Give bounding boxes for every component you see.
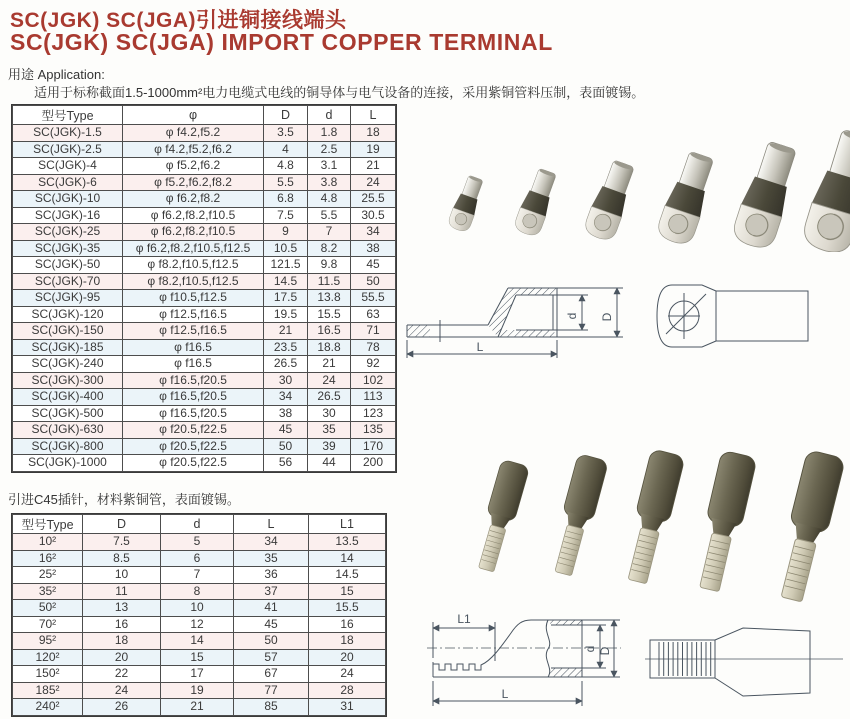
cell: 50	[264, 438, 308, 455]
cell: 24	[351, 174, 396, 191]
cell: φ f16.5	[123, 339, 264, 356]
cell: 26.5	[308, 389, 351, 406]
cell: 2.5	[308, 141, 351, 158]
page-title-en: SC(JGK) SC(JGA) IMPORT COPPER TERMINAL	[10, 29, 553, 55]
cell: SC(JGK)-10	[13, 191, 123, 208]
cell: 6.8	[264, 191, 308, 208]
pin-photo	[691, 450, 757, 593]
ring-lug-photos	[425, 112, 850, 252]
cell: 21	[161, 699, 234, 716]
cell: 19.5	[264, 306, 308, 323]
cell: 25.5	[351, 191, 396, 208]
table-row	[13, 224, 396, 241]
table-row	[13, 158, 396, 175]
cell: φ f5.2,f6.2,f8.2	[123, 174, 264, 191]
cell: SC(JGK)-120	[13, 306, 123, 323]
cell: 70²	[13, 616, 83, 633]
cell: 50	[234, 633, 309, 650]
cell: 34	[351, 224, 396, 241]
pin-terminal-photos	[440, 443, 850, 606]
cell: 45	[234, 616, 309, 633]
cell: 78	[351, 339, 396, 356]
cell: 8	[161, 583, 234, 600]
cell: 10²	[13, 534, 83, 551]
cell: SC(JGK)-25	[13, 224, 123, 241]
cell: 39	[308, 438, 351, 455]
table-row	[13, 372, 396, 389]
table-row	[13, 306, 396, 323]
table-row	[13, 422, 396, 439]
pin-photo	[472, 459, 530, 574]
cell: 38	[351, 240, 396, 257]
cell: 5.5	[264, 174, 308, 191]
cell: 15	[161, 649, 234, 666]
cell: φ f20.5,f22.5	[123, 438, 264, 455]
cell: SC(JGK)-4	[13, 158, 123, 175]
cell: φ f16.5	[123, 356, 264, 373]
cell: 6	[161, 550, 234, 567]
dim-label-L: L	[501, 687, 509, 701]
cell: SC(JGK)-70	[13, 273, 123, 290]
cell: 123	[351, 405, 396, 422]
cell: 50²	[13, 600, 83, 617]
table-row	[13, 323, 396, 340]
cell: 20	[83, 649, 161, 666]
cell: 7.5	[264, 207, 308, 224]
cell: φ f4.2,f5.2,f6.2	[123, 141, 264, 158]
table-row	[13, 174, 396, 191]
table-row	[13, 405, 396, 422]
table-row	[13, 633, 386, 650]
dim-label-D: D	[600, 312, 614, 322]
cell: 113	[351, 389, 396, 406]
cell: 13.5	[309, 534, 386, 551]
column-header: D	[264, 106, 308, 125]
cell: 44	[308, 455, 351, 472]
cell: φ f4.2,f5.2	[123, 125, 264, 142]
cell: φ f10.5,f12.5	[123, 290, 264, 307]
lug-photo	[730, 139, 803, 252]
cell: 4.8	[308, 191, 351, 208]
cell: 38	[264, 405, 308, 422]
cell: 14	[161, 633, 234, 650]
cell: 35	[234, 550, 309, 567]
table-row	[13, 356, 396, 373]
lug-photo	[655, 149, 720, 247]
cell: 18	[309, 633, 386, 650]
cell: φ f20.5,f22.5	[123, 422, 264, 439]
cell: 5	[161, 534, 234, 551]
cell: 31	[309, 699, 386, 716]
cell: φ f20.5,f22.5	[123, 455, 264, 472]
table-row	[13, 682, 386, 699]
lug-end-view-drawing	[650, 265, 815, 355]
cell: SC(JGK)-1.5	[13, 125, 123, 142]
cell: SC(JGK)-185	[13, 339, 123, 356]
cell: 26.5	[264, 356, 308, 373]
cell: 240²	[13, 699, 83, 716]
cell: 18	[83, 633, 161, 650]
table-header-row	[13, 515, 386, 534]
cell: 7.5	[83, 534, 161, 551]
cell: φ f16.5,f20.5	[123, 389, 264, 406]
cell: 30	[264, 372, 308, 389]
cell: SC(JGK)-800	[13, 438, 123, 455]
cell: 18	[351, 125, 396, 142]
cell: 45	[264, 422, 308, 439]
cell: 92	[351, 356, 396, 373]
cell: 15	[309, 583, 386, 600]
cell: 35²	[13, 583, 83, 600]
cell: 36	[234, 567, 309, 584]
pin-photo	[620, 449, 685, 586]
lug-photo	[513, 166, 561, 238]
cell: 19	[161, 682, 234, 699]
table-row	[13, 290, 396, 307]
cell: 16	[309, 616, 386, 633]
table-header-row	[13, 106, 396, 125]
column-header: L	[351, 106, 396, 125]
table-row	[13, 550, 386, 567]
cell: 185²	[13, 682, 83, 699]
page-title-zh: SC(JGK) SC(JGA)引进铜接线端头	[10, 9, 347, 32]
cell: 102	[351, 372, 396, 389]
cell: 13.8	[308, 290, 351, 307]
cell: 30.5	[351, 207, 396, 224]
cell: 13	[83, 600, 161, 617]
pin-section-drawing	[425, 607, 665, 719]
cell: 21	[351, 158, 396, 175]
dim-label-L: L	[476, 340, 484, 354]
cell: 95²	[13, 633, 83, 650]
cell: 7	[308, 224, 351, 241]
cell: 56	[264, 455, 308, 472]
cell: 10.5	[264, 240, 308, 257]
cell: 45	[351, 257, 396, 274]
cell: 11.5	[308, 273, 351, 290]
cell: 50	[351, 273, 396, 290]
column-header: L	[234, 515, 309, 534]
c45-pin-size-table	[12, 514, 386, 716]
cell: 9	[264, 224, 308, 241]
dim-label-d: d	[583, 645, 597, 653]
cell: 85	[234, 699, 309, 716]
pin-photo	[547, 453, 608, 577]
cell: 26	[83, 699, 161, 716]
cell: 30	[308, 405, 351, 422]
table-row	[13, 534, 386, 551]
cell: 37	[234, 583, 309, 600]
cell: 19	[351, 141, 396, 158]
table-row	[13, 191, 396, 208]
cell: 135	[351, 422, 396, 439]
cell: SC(JGK)-95	[13, 290, 123, 307]
lug-photo	[582, 158, 639, 243]
cell: 14.5	[264, 273, 308, 290]
table-row	[13, 455, 396, 472]
cell: SC(JGK)-16	[13, 207, 123, 224]
cell: φ f6.2,f8.2	[123, 191, 264, 208]
table-row	[13, 699, 386, 716]
cell: 3.5	[264, 125, 308, 142]
cell: SC(JGK)-240	[13, 356, 123, 373]
cell: 12	[161, 616, 234, 633]
cell: 1.8	[308, 125, 351, 142]
c45-pin-note: 引进C45插针，材料紫铜管，表面镀锡。	[8, 492, 240, 507]
cell: φ f6.2,f8.2,f10.5,f12.5	[123, 240, 264, 257]
cell: φ f8.2,f10.5,f12.5	[123, 273, 264, 290]
cell: 21	[308, 356, 351, 373]
cell: 170	[351, 438, 396, 455]
cell: 24	[308, 372, 351, 389]
cell: 15.5	[309, 600, 386, 617]
table-row	[13, 649, 386, 666]
column-header: d	[161, 515, 234, 534]
table-row	[13, 666, 386, 683]
cell: 11	[83, 583, 161, 600]
dim-label-L1: L1	[457, 612, 471, 626]
table-row	[13, 125, 396, 142]
column-header: d	[308, 106, 351, 125]
cell: SC(JGK)-500	[13, 405, 123, 422]
cell: 121.5	[264, 257, 308, 274]
cell: φ f6.2,f8.2,f10.5	[123, 224, 264, 241]
cell: 200	[351, 455, 396, 472]
cell: 15.5	[308, 306, 351, 323]
table-row	[13, 240, 396, 257]
lug-photo	[447, 174, 487, 234]
cell: 8.5	[83, 550, 161, 567]
cell: SC(JGK)-630	[13, 422, 123, 439]
cell: 8.2	[308, 240, 351, 257]
cell: 16	[83, 616, 161, 633]
cell: 77	[234, 682, 309, 699]
cell: 24	[83, 682, 161, 699]
cell: φ f16.5,f20.5	[123, 372, 264, 389]
cell: 17.5	[264, 290, 308, 307]
table-row	[13, 438, 396, 455]
cell: 14.5	[309, 567, 386, 584]
cell: 41	[234, 600, 309, 617]
cell: φ f12.5,f16.5	[123, 323, 264, 340]
lug-section-drawing	[402, 258, 652, 363]
cell: 17	[161, 666, 234, 683]
cell: 14	[309, 550, 386, 567]
cell: SC(JGK)-6	[13, 174, 123, 191]
cell: 57	[234, 649, 309, 666]
application-label: 用途 Application:	[8, 67, 105, 82]
pin-photo	[772, 449, 846, 603]
cell: 55.5	[351, 290, 396, 307]
cell: 35	[308, 422, 351, 439]
cell: 63	[351, 306, 396, 323]
cell: 34	[264, 389, 308, 406]
cell: φ f5.2,f6.2	[123, 158, 264, 175]
cell: 4	[264, 141, 308, 158]
cell: 9.8	[308, 257, 351, 274]
cell: 34	[234, 534, 309, 551]
table-row	[13, 567, 386, 584]
cell: 20	[309, 649, 386, 666]
cell: SC(JGK)-150	[13, 323, 123, 340]
column-header: 型号Type	[13, 106, 123, 125]
cell: SC(JGK)-50	[13, 257, 123, 274]
cell: 21	[264, 323, 308, 340]
cell: 28	[309, 682, 386, 699]
table-row	[13, 583, 386, 600]
cell: φ f12.5,f16.5	[123, 306, 264, 323]
cell: 3.1	[308, 158, 351, 175]
pin-side-view-drawing	[645, 612, 845, 712]
column-header: 型号Type	[13, 515, 83, 534]
dim-label-d: d	[565, 312, 579, 320]
cell: 150²	[13, 666, 83, 683]
cell: 16.5	[308, 323, 351, 340]
cell: 18.8	[308, 339, 351, 356]
column-header: L1	[309, 515, 386, 534]
cell: 10	[161, 600, 234, 617]
cell: 3.8	[308, 174, 351, 191]
cell: 7	[161, 567, 234, 584]
cell: 16²	[13, 550, 83, 567]
cell: SC(JGK)-1000	[13, 455, 123, 472]
table-row	[13, 257, 396, 274]
cell: SC(JGK)-300	[13, 372, 123, 389]
cell: 25²	[13, 567, 83, 584]
sc-jgk-size-table	[12, 105, 396, 472]
lug-photo	[800, 126, 850, 252]
cell: SC(JGK)-35	[13, 240, 123, 257]
cell: 120²	[13, 649, 83, 666]
table-row	[13, 207, 396, 224]
cell: 10	[83, 567, 161, 584]
table-row	[13, 141, 396, 158]
cell: 67	[234, 666, 309, 683]
cell: 22	[83, 666, 161, 683]
cell: 24	[309, 666, 386, 683]
cell: φ f8.2,f10.5,f12.5	[123, 257, 264, 274]
column-header: φ	[123, 106, 264, 125]
cell: 23.5	[264, 339, 308, 356]
cell: 4.8	[264, 158, 308, 175]
column-header: D	[83, 515, 161, 534]
cell: SC(JGK)-2.5	[13, 141, 123, 158]
table-row	[13, 600, 386, 617]
table-row	[13, 339, 396, 356]
cell: φ f16.5,f20.5	[123, 405, 264, 422]
table-row	[13, 389, 396, 406]
dim-label-D: D	[598, 646, 612, 656]
cell: 5.5	[308, 207, 351, 224]
cell: 71	[351, 323, 396, 340]
cell: SC(JGK)-400	[13, 389, 123, 406]
application-text: 适用于标称截面1.5-1000mm²电力电缆式电线的铜导体与电气设备的连接，采用紫铜管料压制，表面镀锡。	[34, 85, 645, 100]
table-row	[13, 273, 396, 290]
cell: φ f6.2,f8.2,f10.5	[123, 207, 264, 224]
table-row	[13, 616, 386, 633]
